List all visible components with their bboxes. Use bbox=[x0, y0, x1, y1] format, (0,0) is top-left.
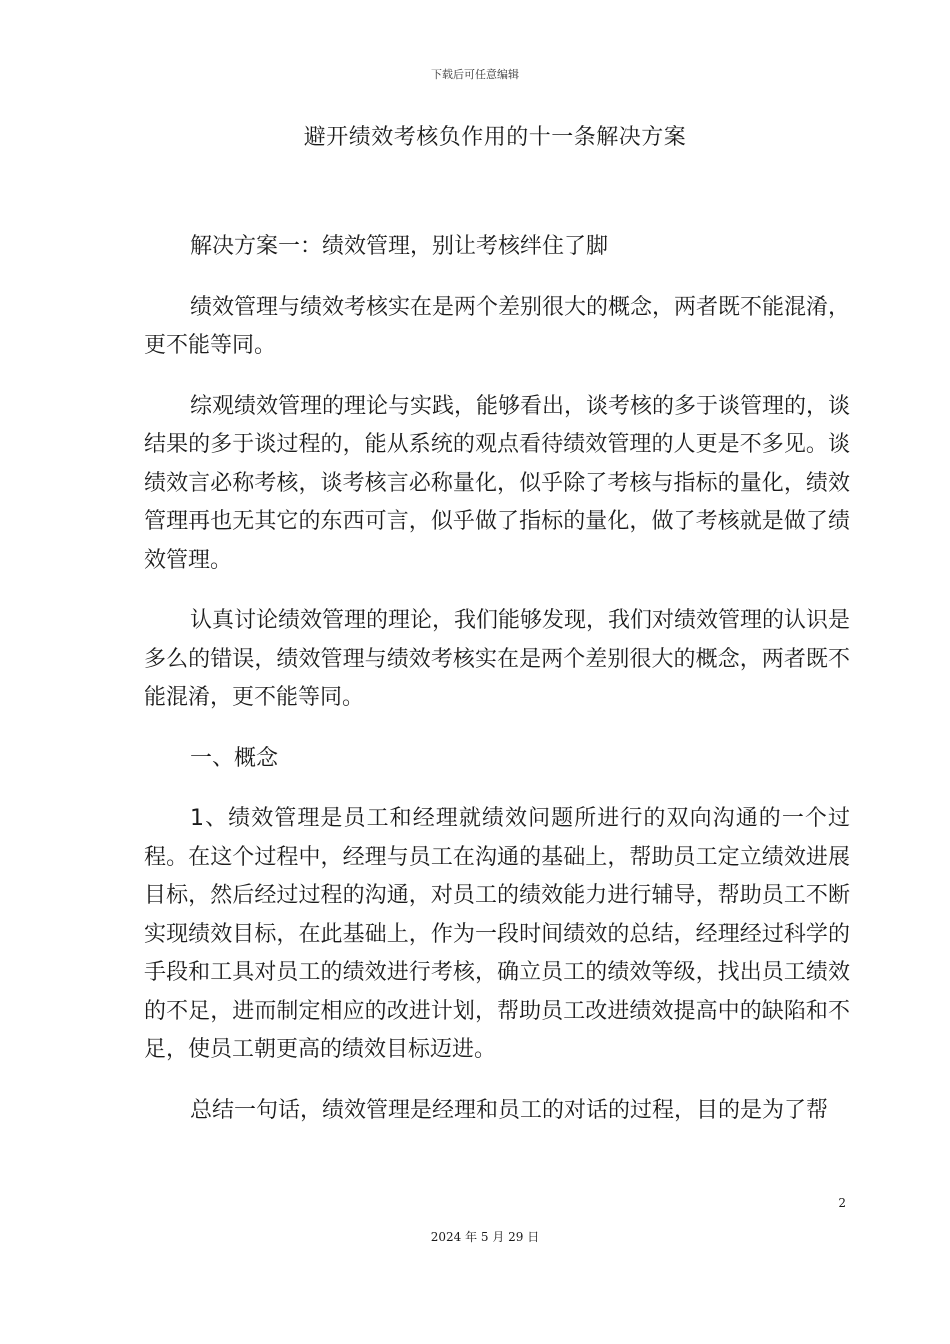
paragraph: 认真讨论绩效管理的理论，我们能够发现，我们对绩效管理的认识是多么的错误，绩效管理与绩效考核实在是两个差别很大的概念，两者既不能混淆，更不能等同。 bbox=[144, 608, 851, 710]
paragraph: 绩效管理与绩效考核实在是两个差别很大的概念，两者既不能混淆，更不能等同。 bbox=[144, 294, 851, 358]
paragraph: 综观绩效管理的理论与实践，能够看出，谈考核的多于谈管理的，谈结果的多于谈过程的，能从系统的观点看待绩效管理的人更是不多见。谈绩效言必称考核，谈考核言必称量化，似乎除了考核与指标的量化，绩效管理再也无其它的东西可言，似乎做了指标的量化，做了考核就是做了绩效管理。 bbox=[144, 393, 851, 573]
document-title: 避开绩效考核负作用的十一条解决方案 bbox=[303, 125, 687, 150]
section-heading: 一、概念 bbox=[190, 745, 279, 771]
page-number: 2 bbox=[838, 1196, 846, 1210]
section-heading: 解决方案一：绩效管理，别让考核绊住了脚 bbox=[190, 234, 609, 259]
document-body bbox=[144, 228, 850, 1152]
paragraph: 总结一句话，绩效管理是经理和员工的对话的过程，目的是为了帮 bbox=[190, 1097, 829, 1123]
paragraph: 1、绩效管理是员工和经理就绩效问题所进行的双向沟通的一个过程。在这个过程中，经理与员工在沟通的基础上，帮助员工定立绩效进展目标，然后经过过程的沟通，对员工的绩效能力进行辅导，帮助员工不断实现绩效目标，在此基础上，作为一段时间绩效的总结，经理经过科学的手段和工具对员工的绩效进行考核，确立员工的绩效等级，找出员工绩效的不足，进而制定相应的改进计划，帮助员工改进绩效提高中的缺陷和不足，使员工朝更高的绩效目标迈进。 bbox=[144, 806, 850, 1062]
header-note: 下载后可任意编辑 bbox=[431, 68, 519, 81]
footer-date: 2024 年 5 月 29 日 bbox=[430, 1230, 540, 1244]
